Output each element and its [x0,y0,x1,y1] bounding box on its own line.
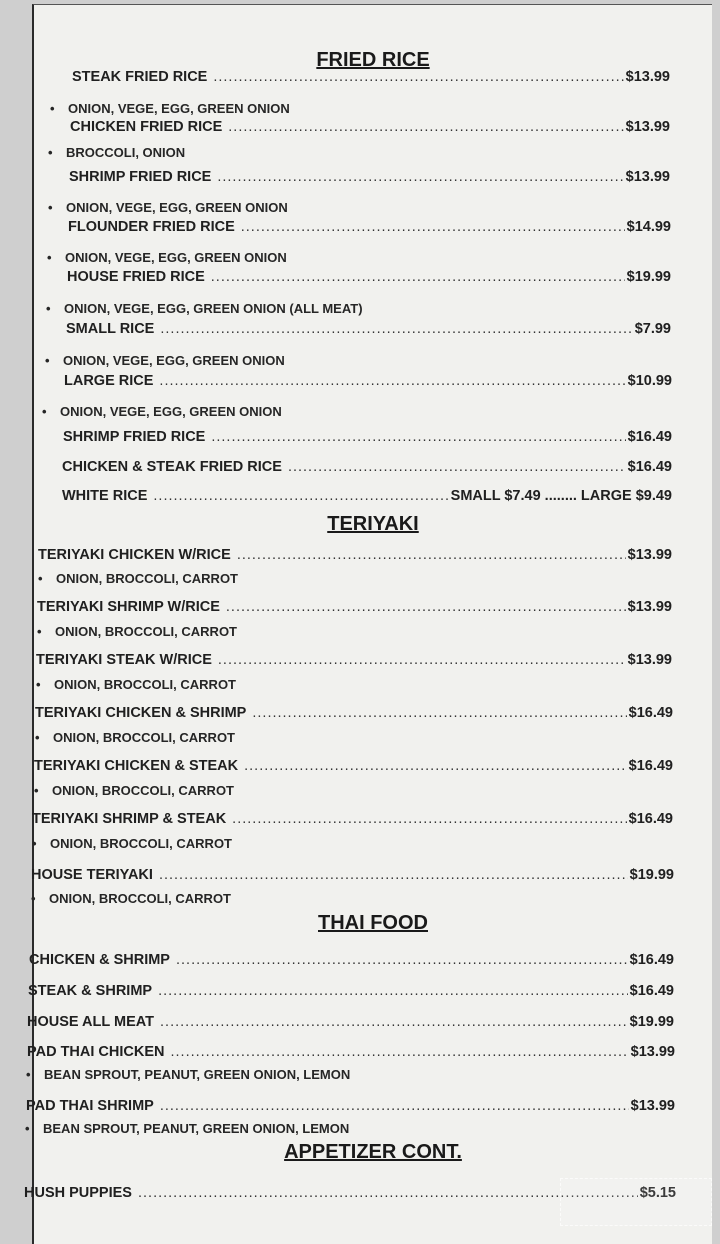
item-price: $10.99 [627,373,672,389]
menu-page [24,4,712,1244]
menu-item [31,867,674,883]
leader-dots [153,488,448,504]
item-price: $13.99 [625,69,670,85]
menu-item [38,547,672,563]
item-price: $16.49 [629,983,674,999]
menu-item [72,69,670,85]
item-description: • ONION, VEGE, EGG, GREEN ONION (ALL MEAT) [46,301,363,316]
leader-dots [211,269,625,285]
item-name: CHICKEN & STEAK FRIED RICE [62,459,282,475]
leader-dots [244,758,627,774]
leader-dots [160,1014,628,1030]
menu-item [37,599,672,615]
menu-item [69,169,670,185]
item-name: HUSH PUPPIES [24,1185,132,1201]
item-description: • BEAN SPROUT, PEANUT, GREEN ONION, LEMON [26,1067,351,1082]
menu-item [26,1098,675,1114]
item-name: SHRIMP FRIED RICE [69,169,212,185]
item-name: WHITE RICE [62,488,148,504]
item-description: • ONION, BROCCOLI, CARROT [36,677,236,692]
menu-item [62,459,672,475]
item-description: • ONION, BROCCOLI, CARROT [38,571,238,586]
menu-item [64,373,672,389]
item-description: • BROCCOLI, ONION [48,145,186,160]
item-price: $14.99 [626,219,671,235]
item-name: TERIYAKI SHRIMP W/RICE [37,599,220,615]
item-price: $7.99 [634,321,671,337]
menu-item [28,983,674,999]
leader-dots [217,169,623,185]
item-price: $5.15 [639,1185,676,1201]
item-price: $16.49 [628,705,673,721]
menu-item [32,811,673,827]
item-price: $16.49 [628,758,673,774]
menu-item [35,705,673,721]
item-description: • ONION, BROCCOLI, CARROT [37,624,237,639]
item-price: $13.99 [630,1098,675,1114]
item-name: TERIYAKI CHICKEN & STEAK [34,758,239,774]
leader-dots [176,952,628,968]
menu-item [70,119,670,135]
menu-item [66,321,671,337]
item-description: • BEAN SPROUT, PEANUT, GREEN ONION, LEMON [25,1121,350,1136]
item-price: $16.49 [629,952,674,968]
item-name: TERIYAKI STEAK W/RICE [36,652,212,668]
leader-dots [232,811,626,827]
item-description: • ONION, VEGE, EGG, GREEN ONION [50,101,290,116]
item-description: • ONION, BROCCOLI, CARROT [31,891,231,906]
watermark-box [560,1178,712,1226]
item-name: TERIYAKI SHRIMP & STEAK [32,811,227,827]
leader-dots [159,867,628,883]
item-description: • ONION, VEGE, EGG, GREEN ONION [42,404,282,419]
menu-item [62,488,672,504]
menu-item [68,219,671,235]
item-price: $16.49 [627,459,672,475]
item-description: • ONION, VEGE, EGG, GREEN ONION [48,200,288,215]
item-name: LARGE RICE [64,373,154,389]
item-price: $19.99 [629,1014,674,1030]
item-name: STEAK FRIED RICE [72,69,208,85]
menu-item [27,1044,675,1060]
item-name: PAD THAI SHRIMP [26,1098,154,1114]
leader-dots [160,321,632,337]
item-price: $13.99 [625,169,670,185]
item-description: • ONION, BROCCOLI, CARROT [35,730,235,745]
item-name: HOUSE FRIED RICE [67,269,205,285]
section-title-teriyaki: TERIYAKI [327,513,419,535]
item-price: $19.99 [626,269,671,285]
leader-dots [252,705,626,721]
section-title-thai-food: THAI FOOD [318,912,428,934]
item-price: $13.99 [627,547,672,563]
item-name: TERIYAKI CHICKEN & SHRIMP [35,705,247,721]
item-name: SHRIMP FRIED RICE [63,429,206,445]
item-name: HOUSE ALL MEAT [27,1014,155,1030]
item-name: FLOUNDER FRIED RICE [68,219,235,235]
item-description: • ONION, BROCCOLI, CARROT [34,783,234,798]
item-name: CHICKEN FRIED RICE [70,119,223,135]
item-name: PAD THAI CHICKEN [27,1044,165,1060]
menu-item [67,269,671,285]
menu-item [34,758,673,774]
menu-item [27,1014,674,1030]
item-name: CHICKEN & SHRIMP [29,952,170,968]
leader-dots [170,1044,628,1060]
item-price: $16.49 [628,811,673,827]
item-price: $13.99 [630,1044,675,1060]
leader-dots [218,652,626,668]
leader-dots [211,429,625,445]
section-title-fried-rice: FRIED RICE [316,49,430,71]
item-description: • ONION, BROCCOLI, CARROT [32,836,232,851]
leader-dots [160,1098,629,1114]
leader-dots [213,69,623,85]
leader-dots [226,599,626,615]
leader-dots [241,219,625,235]
leader-dots [228,119,623,135]
leader-dots [158,983,628,999]
item-price: $16.49 [627,429,672,445]
item-name: HOUSE TERIYAKI [31,867,153,883]
item-price: SMALL $7.49 ........ LARGE $9.49 [450,488,672,504]
leader-dots [288,459,626,475]
item-price: $13.99 [627,652,672,668]
item-name: SMALL RICE [66,321,155,337]
item-price: $19.99 [629,867,674,883]
menu-item [36,652,672,668]
leader-dots [159,373,625,389]
menu-item [63,429,672,445]
item-name: TERIYAKI CHICKEN W/RICE [38,547,231,563]
item-price: $13.99 [625,119,670,135]
menu-item [29,952,674,968]
leader-dots [237,547,626,563]
item-price: $13.99 [627,599,672,615]
item-description: • ONION, VEGE, EGG, GREEN ONION [45,353,285,368]
item-name: STEAK & SHRIMP [28,983,153,999]
item-description: • ONION, VEGE, EGG, GREEN ONION [47,250,287,265]
section-title-appetizer: APPETIZER CONT. [284,1141,462,1163]
